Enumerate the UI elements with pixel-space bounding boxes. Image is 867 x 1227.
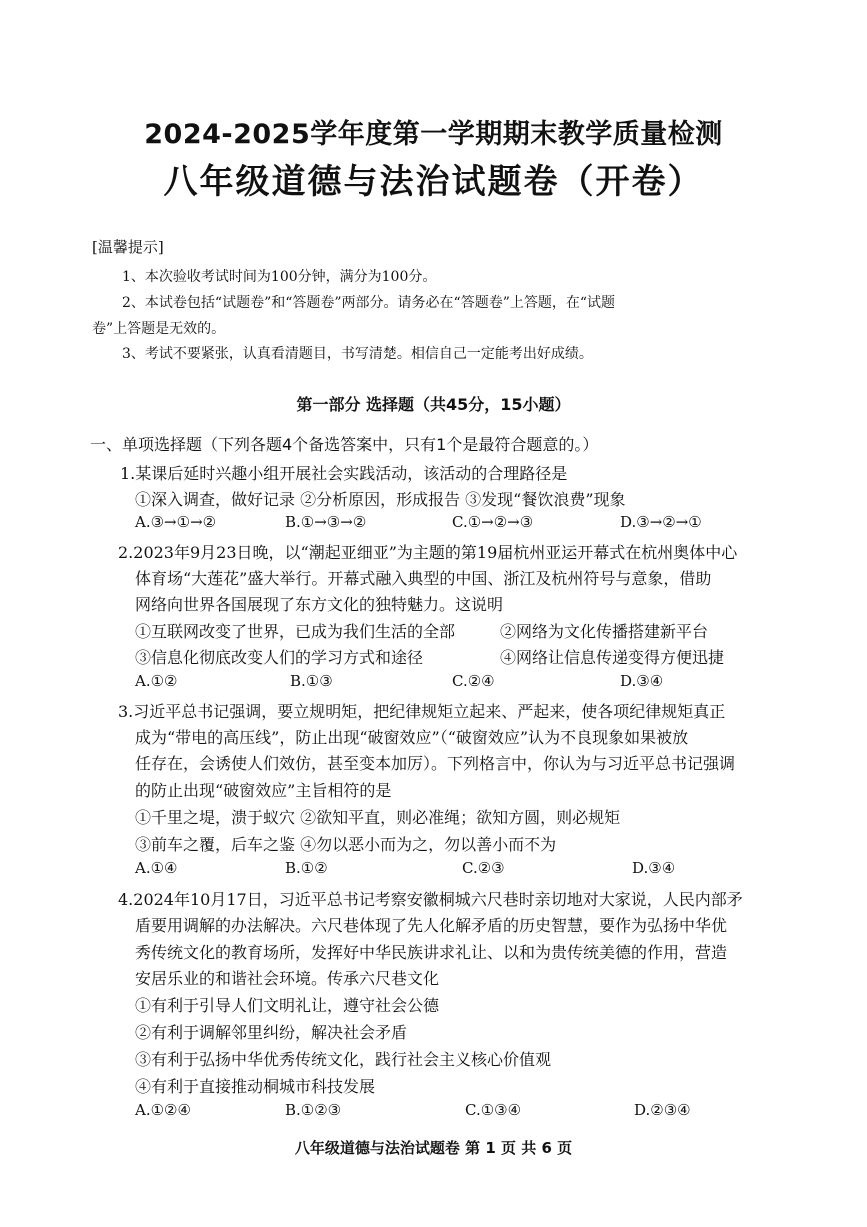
section-title: 第一部分 选择题（共45分，15小题） [296,395,571,414]
question-1-option-b: B.①→③→② [285,513,367,531]
question-2-option-a: A.①② [135,672,178,690]
question-3-items: ①千里之堤，溃于蚁穴 ②欲知平直，则必准绳；欲知方圆，则必规矩 [135,808,621,827]
question-3-option-d: D.③④ [632,859,676,877]
question-1-option-c: C.①→②→③ [452,513,534,531]
question-1-option-d: D.③→②→① [620,513,702,531]
question-3-option-a: A.①④ [135,859,178,877]
question-1-items: ①深入调查，做好记录 ②分析原因，形成报告 ③发现“餐饮浪费”现象 [135,490,626,509]
question-3-stem: 3.习近平总书记强调，要立规明矩，把纪律规矩立起来、严起来，使各项纪律规矩真正 [118,702,726,721]
question-4-item: ②有利于调解邻里纠纷，解决社会矛盾 [135,1023,408,1042]
tip-line: 2、本试卷包括“试题卷”和“答题卷”两部分。请务必在“答题卷”上答题，在“试题 [122,295,616,311]
question-4-item: ①有利于引导人们文明礼让，遵守社会公德 [135,996,440,1015]
question-4-stem: 盾要用调解的办法解决。六尺巷体现了先人化解矛盾的历史智慧，要作为弘扬中华优 [135,916,728,935]
question-2-option-b: B.①③ [290,672,333,690]
question-4-item: ③有利于弘扬中华优秀传统文化，践行社会主义核心价值观 [135,1050,552,1069]
question-2-option-c: C.②④ [452,672,495,690]
tip-line: 1、本次验收考试时间为100分钟，满分为100分。 [122,269,437,285]
question-1-option-a: A.③→①→② [135,513,217,531]
exam-title-line2: 八年级道德与法治试题卷（开卷） [163,162,704,202]
question-4-option-c: C.①③④ [465,1101,522,1119]
question-2-stem: 网络向世界各国展现了东方文化的独特魅力。这说明 [135,595,504,614]
question-4-item: ④有利于直接推动桐城市科技发展 [135,1077,376,1096]
question-2-item: ④网络让信息传递变得方便迅捷 [500,648,725,667]
page-footer: 八年级道德与法治试题卷 第 1 页 共 6 页 [294,1139,573,1157]
question-1-stem: 1.某课后延时兴趣小组开展社会实践活动，该活动的合理路径是 [120,464,568,483]
tip-line: 3、考试不要紧张，认真看清题目，书写清楚。相信自己一定能考出好成绩。 [122,346,593,362]
question-type-instruction: 一、单项选择题（下列各题4个备选答案中，只有1个是最符合题意的。） [90,435,599,454]
question-4-option-b: B.①②③ [285,1101,342,1119]
question-4-option-a: A.①②④ [135,1101,191,1119]
tips-heading: [温馨提示] [92,238,164,256]
question-3-stem: 的防止出现“破窗效应”主旨相符的是 [135,781,392,800]
tip-line: 卷”上答题是无效的。 [92,321,226,337]
question-4-stem: 4.2024年10月17日，习近平总书记考察安徽桐城六尺巷时亲切地对大家说，人民内部矛 [118,890,743,909]
question-2-stem: 体育场“大莲花”盛大举行。开幕式融入典型的中国、浙江及杭州符号与意象，借助 [135,569,712,588]
question-2-option-d: D.③④ [620,672,664,690]
question-2-stem: 2.2023年9月23日晚，以“潮起亚细亚”为主题的第19届杭州亚运开幕式在杭州奥体中心 [118,543,738,562]
question-3-stem: 成为“带电的高压线”，防止出现“破窗效应”（“破窗效应”认为不良现象如果被放 [135,728,689,747]
question-2-item: ①互联网改变了世界，已成为我们生活的全部 [135,622,456,641]
question-3-option-b: B.①② [285,859,328,877]
question-4-option-d: D.②③④ [634,1101,691,1119]
question-2-item: ③信息化彻底改变人们的学习方式和途径 [135,648,424,667]
question-3-option-c: C.②③ [462,859,505,877]
question-2-item: ②网络为文化传播搭建新平台 [500,622,709,641]
question-4-stem: 秀传统文化的教育场所，发挥好中华民族讲求礼让、以和为贵传统美德的作用，营造 [135,943,728,962]
question-3-items: ③前车之覆，后车之鉴 ④勿以恶小而为之，勿以善小而不为 [135,835,557,854]
question-3-stem: 任存在，会诱使人们效仿，甚至变本加厉）。下列格言中，你认为与习近平总书记强调 [135,754,736,773]
question-4-stem: 安居乐业的和谐社会环境。传承六尺巷文化 [135,969,440,988]
exam-title-line1: 2024-2025学年度第一学期期末教学质量检测 [144,119,723,150]
